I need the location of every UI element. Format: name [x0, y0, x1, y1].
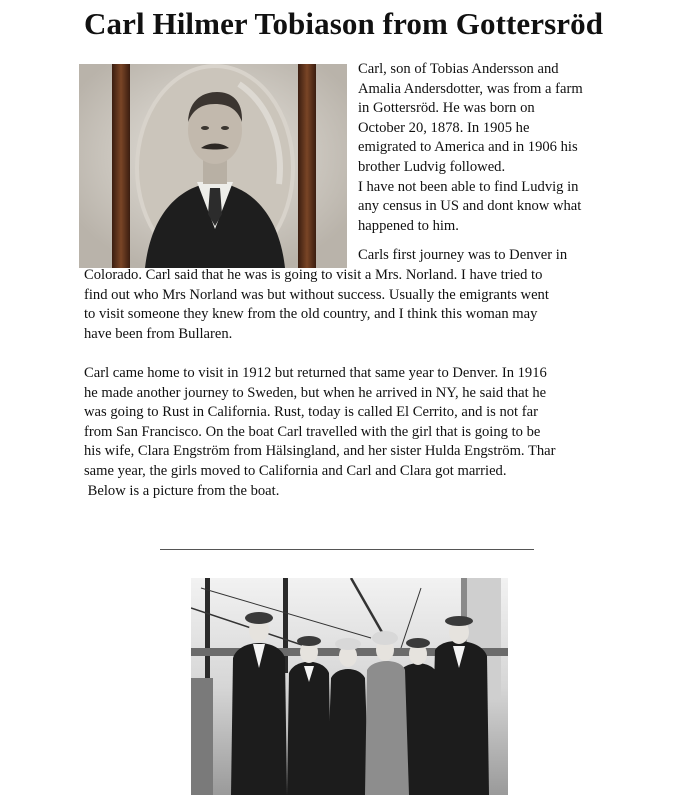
text-line: to visit someone they knew from the old country, and I think this woman may [84, 306, 538, 323]
text-line: in Gottersröd. He was born on [358, 100, 535, 117]
text-line: have been from Bullaren. [84, 325, 233, 342]
boat-photo [191, 578, 508, 795]
paragraph-2-start: Carls first journey was to Denver in [358, 247, 568, 263]
page-title: Carl Hilmer Tobiason from Gottersröd [84, 6, 604, 41]
text-line: emigrated to America and in 1906 his [358, 139, 578, 156]
text-line: his wife, Clara Engström from Hälsingland, and her sister Hulda Engström. Thar [84, 443, 556, 460]
intro-paragraph [358, 60, 658, 236]
text-line: October 20, 1878. In 1905 he [358, 119, 530, 136]
text-line: Amalia Andersdotter, was from a farm [358, 80, 583, 97]
portrait-photo [79, 64, 347, 268]
paragraph-2 [84, 266, 674, 344]
text-line: happened to him. [358, 217, 459, 234]
text-line: any census in US and dont know what [358, 198, 582, 215]
text-line: from San Francisco. On the boat Carl travelled with the girl that is going to be [84, 423, 541, 440]
text-line: same year, the girls moved to California and Carl and Clara got married. [84, 462, 507, 479]
text-line: he made another journey to Sweden, but when he arrived in NY, he said that he [84, 384, 547, 401]
text-line: Below is a picture from the boat. [84, 482, 280, 499]
text-line: Carl, son of Tobias Andersson and [358, 61, 559, 77]
paragraph-3 [84, 364, 674, 501]
text-line: find out who Mrs Norland was but without success. Usually the emigrants went [84, 286, 549, 303]
text-line: Colorado. Carl said that he was is going to visit a Mrs. Norland. I have tried to [84, 267, 543, 283]
text-line: I have not been able to find Ludvig in [358, 178, 579, 195]
text-line: was going to Rust in California. Rust, today is called El Cerrito, and is not far [84, 404, 538, 421]
divider [160, 549, 534, 550]
text-line: brother Ludvig followed. [358, 158, 506, 175]
text-line: Carl came home to visit in 1912 but returned that same year to Denver. In 1916 [84, 365, 547, 381]
